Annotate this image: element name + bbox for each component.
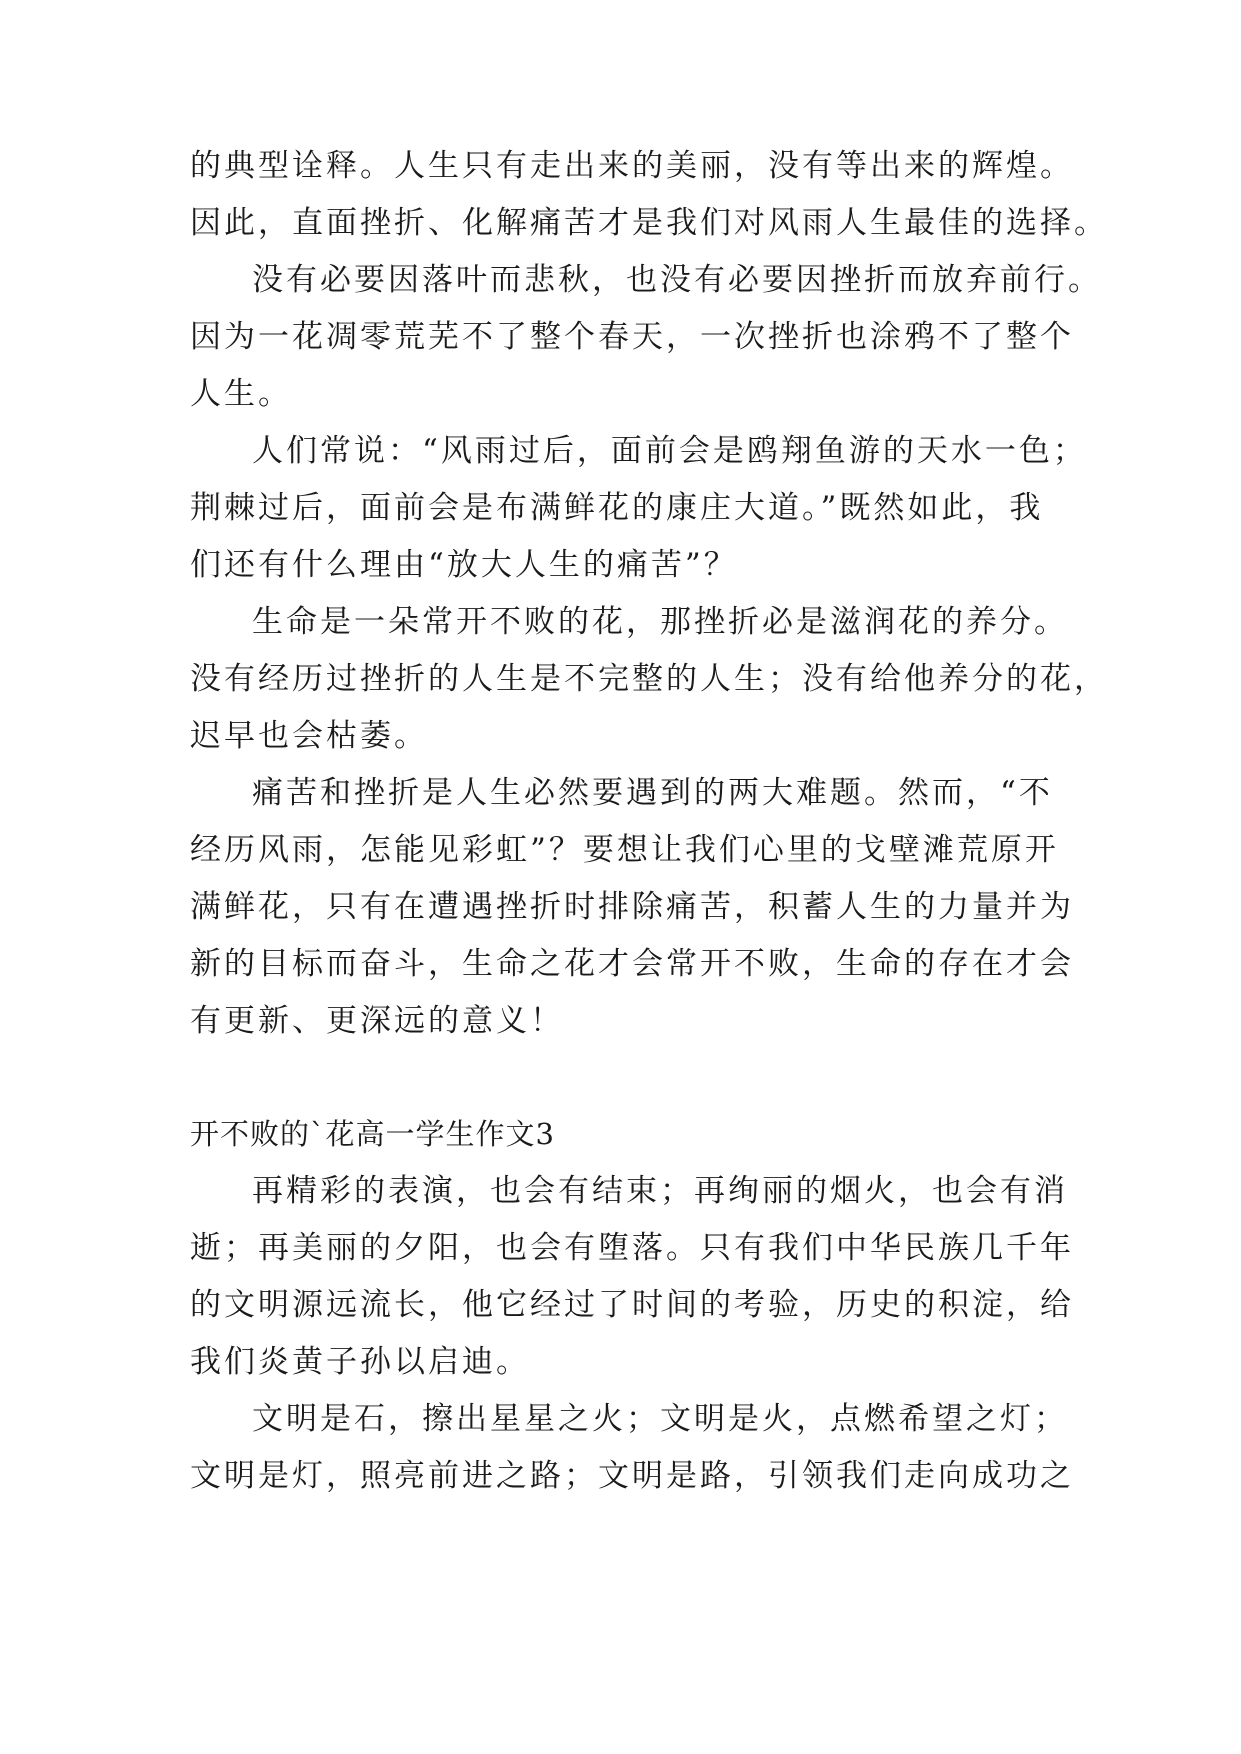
text-line: 文明是灯，照亮前进之路；文明是路，引领我们走向成功之 (190, 1458, 1074, 1494)
text-line: 经历风雨，怎能见彩虹”？要想让我们心里的戈壁滩荒原开 (190, 832, 1059, 868)
text-line: 我们炎黄子孙以启迪。 (190, 1344, 530, 1380)
text-line: 的典型诠释。人生只有走出来的美丽，没有等出来的辉煌。 (190, 148, 1074, 184)
text-line: 文明是石，擦出星星之火；文明是火，点燃希望之灯； (252, 1401, 1068, 1437)
text-line: 们还有什么理由“放大人生的痛苦”？ (190, 547, 738, 583)
text-line: 逝；再美丽的夕阳，也会有堕落。只有我们中华民族几千年 (190, 1230, 1074, 1266)
text-line: 满鲜花，只有在遭遇挫折时排除痛苦，积蓄人生的力量并为 (190, 889, 1074, 925)
text-line: 有更新、更深远的意义！ (190, 1003, 564, 1039)
text-line: 痛苦和挫折是人生必然要遇到的两大难题。然而，“不 (252, 775, 1053, 811)
text-line: 荆棘过后，面前会是布满鲜花的康庄大道。”既然如此，我 (190, 490, 1044, 526)
text-line: 的文明源远流长，他它经过了时间的考验，历史的积淀，给 (190, 1287, 1074, 1323)
text-line: 因为一花凋零荒芜不了整个春天，一次挫折也涂鸦不了整个 (190, 319, 1074, 355)
text-line: 没有经历过挫折的人生是不完整的人生；没有给他养分的花， (190, 661, 1108, 697)
section-heading: 开不败的`花高一学生作文3 (190, 1117, 555, 1151)
text-line: 没有必要因落叶而悲秋，也没有必要因挫折而放弃前行。 (252, 262, 1102, 298)
text-line: 因此，直面挫折、化解痛苦才是我们对风雨人生最佳的选择。 (190, 205, 1108, 241)
text-line: 再精彩的表演，也会有结束；再绚丽的烟火，也会有消 (252, 1173, 1068, 1209)
text-line: 迟早也会枯萎。 (190, 718, 428, 754)
text-line: 生命是一朵常开不败的花，那挫折必是滋润花的养分。 (252, 604, 1068, 640)
text-line: 新的目标而奋斗，生命之花才会常开不败，生命的存在才会 (190, 946, 1074, 982)
text-line: 人生。 (190, 376, 292, 412)
text-line: 人们常说：“风雨过后，面前会是鸥翔鱼游的天水一色； (252, 433, 1087, 469)
